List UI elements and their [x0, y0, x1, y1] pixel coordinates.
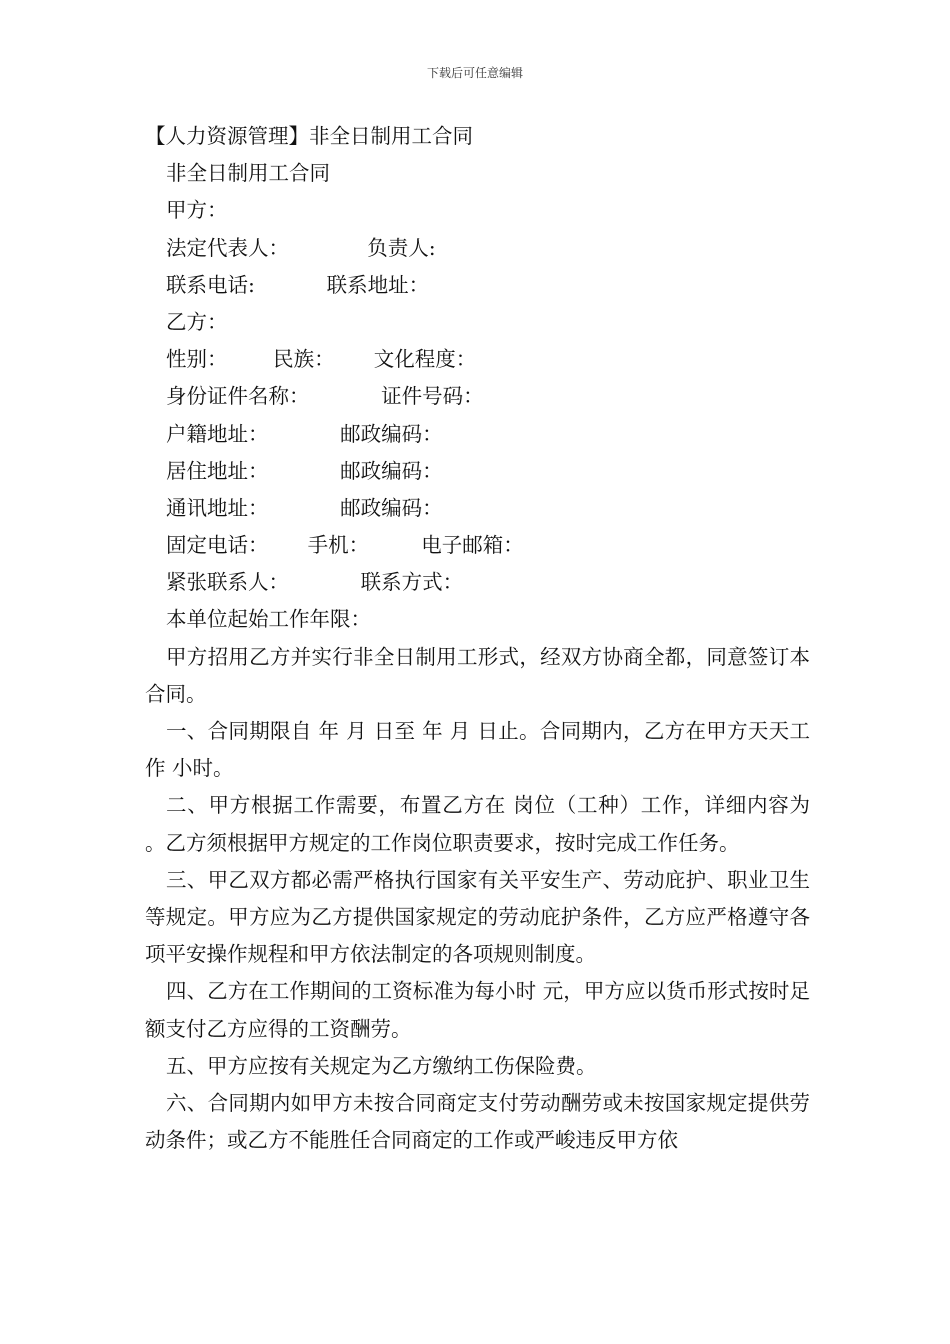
contract-document — [145, 118, 810, 1159]
paragraph-clause-4: 四、乙方在工作期间的工资标准为每小时 元，甲方应以货币形式按时足额支付乙方应得的工资酬劳。 — [145, 979, 810, 1041]
field-legal-representative: 法定代表人： 负责人: — [166, 235, 436, 260]
document-title: 【人力资源管理】非全日制用工合同 — [145, 124, 473, 148]
field-party-a: 甲方： — [166, 198, 228, 223]
paragraph-clause-3: 三、甲乙双方都必需严格执行国家有关平安生产、劳动庇护、职业卫生等规定。甲方应为乙方提供国家规定的劳动庇护条件，乙方应严格遵守各项平安操作规程和甲方依法制定的各项规则制度。 — [145, 867, 810, 967]
field-gender-ethnicity-education: 性别： 民族： 文化程度： — [166, 347, 477, 372]
field-party-b: 乙方： — [166, 309, 228, 334]
field-residence-address: 居住地址： 邮政编码： — [166, 458, 443, 483]
field-id-document: 身份证件名称： 证件号码： — [166, 384, 484, 409]
paragraph-clause-5: 五、甲方应按有关规定为乙方缴纳工伤保险费。 — [166, 1053, 597, 1078]
field-household-address: 户籍地址： 邮政编码： — [166, 421, 443, 446]
field-start-work-years: 本单位起始工作年限： — [166, 607, 371, 632]
paragraph-clause-2: 二、甲方根据工作需要，布置乙方在 岗位（工种）工作，详细内容为 。乙方须根据甲方规定的工作岗位职责要求，按时完成工作任务。 — [145, 793, 810, 855]
field-mailing-address: 通讯地址： 邮政编码： — [166, 495, 443, 520]
paragraph-clause-6: 六、合同期内如甲方未按合同商定支付劳动酬劳或未按国家规定提供劳动条件；或乙方不能胜任合同商定的工作或严峻违反甲方依 — [145, 1091, 810, 1153]
document-subtitle: 非全日制用工合同 — [166, 161, 330, 186]
paragraph-intro: 甲方招用乙方并实行非全日制用工形式，经双方协商全都，同意签订本合同。 — [145, 644, 810, 706]
field-phone-address: 联系电话: 联系地址： — [166, 272, 430, 297]
field-phone-mobile-email: 固定电话： 手机： 电子邮箱： — [166, 533, 524, 558]
page-header-note: 下载后可任意编辑 — [426, 66, 523, 80]
field-emergency-contact: 紧张联系人： 联系方式： — [166, 570, 464, 595]
paragraph-clause-1: 一、合同期限自 年 月 日至 年 月 日止。合同期内，乙方在甲方天天工作 小时。 — [145, 719, 810, 781]
